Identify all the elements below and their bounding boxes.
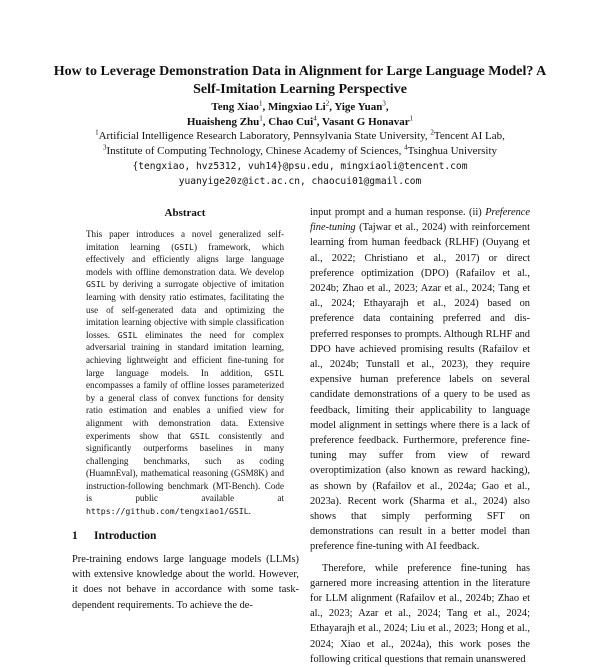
affiliations: $^1$Artificial Intelligence Research Laboratory, Pennsylvania State University, $^2$Tencent AI Lab, $^3$Institute of Computing Technology, Chinese Academy of Sciences, $^4$Tsinghua University: [95, 128, 505, 157]
paragraph: input prompt and a human response. (ii) Preference fine-tuning (Tajwar et al., 2024) with reinforcement learning from human feedback (RLHF) (Ouyang et al., 2022; Christiano et al., 2017) or direct preference optimization (DPO) (Rafailov et al., 2024b; Zhao et al., 2023; Azar et al., 2024; Tang et al., 2024; Ethayarajh et al., 2024) based on preference data containing preferred and dis-preferred responses to prompts. Although RLHF and DPO have achieved promising results (Rafailov et al., 2024b; Tunstall et al., 2023), they require expensive human preference labels on several candidate demonstrations of a query to be used as feedback, limiting their applicability to language model alignment in settings where there is a lack of preference feedback. Furthermore, preference fine-tuning may suffer from view of reward overoptimization (also known as reward hacking), as shown by (Rafailov et al., 2024a; Gao et al., 2023a). Recent work (Sharma et al., 2024) also shows that simply performing SFT on demonstrations can result in a better model than preference fine-tuning with AI feedback.: [310, 207, 530, 553]
author-emails: [30, 159, 570, 189]
author: Teng Xiao$^1$,: [211, 99, 268, 113]
abstract-body: This paper introduces a novel generalized self-imitation learning (GSIL) framework, which effectively and efficiently aligns large language models with offline demonstration data. We develop GSIL by deriving a surrogate objective of imitation learning with density ratio estimates, facilitating the use of self-generated data and optimizing the imitation learning objective with simple classification losses. GSIL eliminates the need for complex adversarial training in standard imitation learning, achieving lightweight and efficient fine-tuning for large language models. In addition, GSIL encompasses a family of offline losses parameterized by a general class of convex functions for density ratio estimation and enables a unified view for alignment with demonstration data. Extensive experiments show that GSIL consistently and significantly outperforms baselines in many challenging benchmarks, such as coding (HuamnEval), mathematical reasoning (GSM8K) and instruction-following benchmark (MT-Bench). Code is public available at https://github.com/tengxiao1/GSIL.: [86, 229, 285, 517]
author-list: [40, 100, 560, 130]
email-line: {tengxiao, hvz5312, vuh14}@psu.edu, mingxiaoli@tencent.com: [132, 161, 468, 172]
section-title: Introduction: [94, 530, 157, 542]
paragraph: Therefore, while preference fine-tuning has garnered more increasing attention in the literature for LLM alignment (Rafailov et al., 2024b; Zhao et al., 2023; Azar et al., 2024; Tang et al., 2024; Ethayarajh et al., 2024; Liu et al., 2023; Hong et al., 2024; Xiao et al., 2024a), this work poses the following critical questions that remain unanswered: [310, 562, 530, 665]
author: Chao Cui$^4$,: [268, 114, 323, 128]
author: Vasant G Honavar$^1$: [322, 114, 414, 128]
abstract-heading: Abstract: [164, 207, 206, 219]
author: Yige Yuan$^3$,: [334, 99, 389, 113]
email-line: yuanyige20z@ict.ac.cn, chaocui01@gmail.com: [178, 176, 422, 187]
section-number: 1: [72, 530, 78, 542]
right-column: [310, 205, 530, 667]
paper-title: How to Leverage Demonstration Data in Alignment for Large Language Model? A Self-Imitation Learning Perspective: [53, 64, 547, 97]
author: Mingxiao Li$^2$,: [267, 99, 335, 113]
introduction-text: Pre-training endows large language models (LLMs) with extensive knowledge about the world. However, it does not behave in accordance with some task-dependent requirements. To achieve the de-: [72, 554, 299, 611]
section-heading: [72, 530, 302, 542]
code-url-link[interactable]: https://github.com/tengxiao1/GSIL: [86, 506, 249, 517]
author: Huaisheng Zhu$^1$,: [186, 114, 269, 128]
